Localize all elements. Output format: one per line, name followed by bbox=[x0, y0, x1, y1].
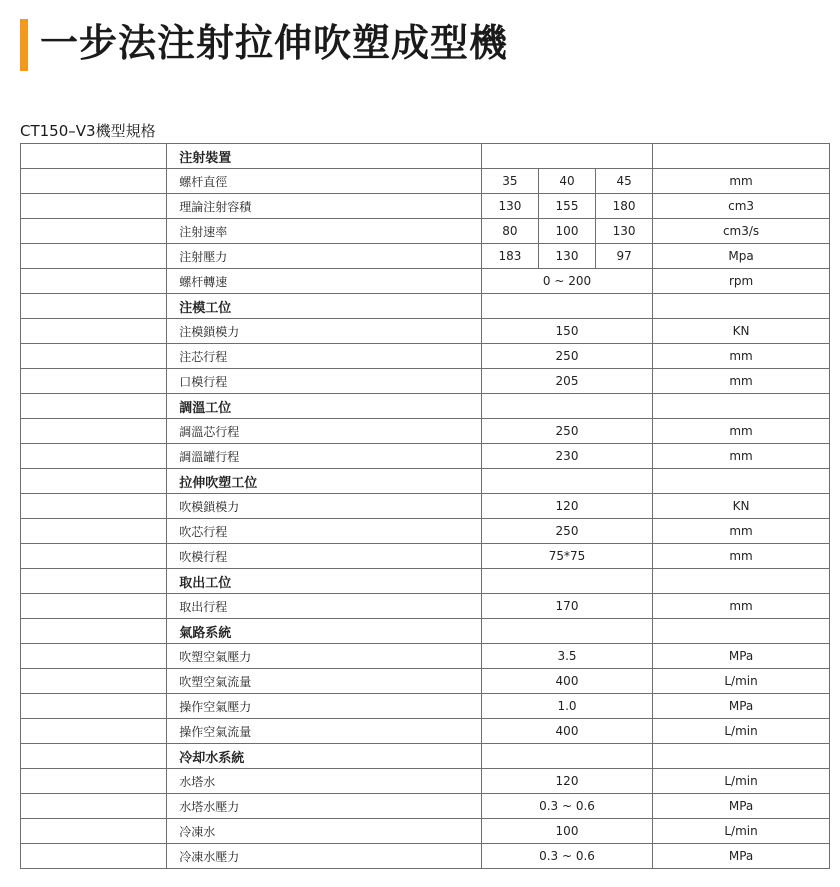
spec-unit: Mpa bbox=[653, 244, 830, 269]
empty-cell bbox=[653, 619, 830, 644]
section-title: 注模工位 bbox=[167, 294, 482, 319]
empty-cell bbox=[481, 294, 652, 319]
spec-row bbox=[21, 169, 830, 194]
spec-value: 130 bbox=[481, 194, 538, 219]
row-margin-cell bbox=[21, 319, 167, 344]
spec-row bbox=[21, 544, 830, 569]
section-header-row bbox=[21, 744, 830, 769]
row-margin-cell bbox=[21, 594, 167, 619]
spec-row bbox=[21, 644, 830, 669]
row-margin-cell bbox=[21, 544, 167, 569]
spec-value: 180 bbox=[596, 194, 653, 219]
spec-unit: MPa bbox=[653, 794, 830, 819]
spec-unit: MPa bbox=[653, 644, 830, 669]
spec-value: 250 bbox=[481, 419, 652, 444]
spec-value: 170 bbox=[481, 594, 652, 619]
spec-value: 205 bbox=[481, 369, 652, 394]
spec-label: 吹塑空氣壓力 bbox=[167, 644, 482, 669]
section-title: 調溫工位 bbox=[167, 394, 482, 419]
spec-value: 130 bbox=[596, 219, 653, 244]
spec-table-body bbox=[21, 144, 830, 869]
spec-label: 水塔水 bbox=[167, 769, 482, 794]
spec-label: 注模鎖模力 bbox=[167, 319, 482, 344]
row-margin-cell bbox=[21, 169, 167, 194]
spec-label: 水塔水壓力 bbox=[167, 794, 482, 819]
spec-row bbox=[21, 769, 830, 794]
spec-value: 155 bbox=[538, 194, 595, 219]
row-margin-cell bbox=[21, 194, 167, 219]
spec-value: 0 ~ 200 bbox=[481, 269, 652, 294]
spec-label: 螺杆轉速 bbox=[167, 269, 482, 294]
spec-unit: mm bbox=[653, 519, 830, 544]
row-margin-cell bbox=[21, 844, 167, 869]
row-margin-cell bbox=[21, 794, 167, 819]
spec-label: 理論注射容積 bbox=[167, 194, 482, 219]
spec-row bbox=[21, 419, 830, 444]
spec-label: 吹模行程 bbox=[167, 544, 482, 569]
spec-value: 80 bbox=[481, 219, 538, 244]
spec-row bbox=[21, 594, 830, 619]
row-margin-cell bbox=[21, 269, 167, 294]
section-header-row bbox=[21, 394, 830, 419]
spec-unit: mm bbox=[653, 369, 830, 394]
spec-row bbox=[21, 244, 830, 269]
row-margin-cell bbox=[21, 569, 167, 594]
spec-label: 注芯行程 bbox=[167, 344, 482, 369]
empty-cell bbox=[481, 469, 652, 494]
section-title: 拉伸吹塑工位 bbox=[167, 469, 482, 494]
empty-cell bbox=[653, 294, 830, 319]
empty-cell bbox=[481, 394, 652, 419]
empty-cell bbox=[653, 144, 830, 169]
row-margin-cell bbox=[21, 469, 167, 494]
spec-value: 150 bbox=[481, 319, 652, 344]
spec-value: 230 bbox=[481, 444, 652, 469]
section-title: 注射裝置 bbox=[167, 144, 482, 169]
spec-row bbox=[21, 319, 830, 344]
spec-unit: mm bbox=[653, 169, 830, 194]
empty-cell bbox=[653, 394, 830, 419]
row-margin-cell bbox=[21, 369, 167, 394]
section-title: 取出工位 bbox=[167, 569, 482, 594]
spec-unit: cm3 bbox=[653, 194, 830, 219]
section-header-row bbox=[21, 569, 830, 594]
spec-label: 吹模鎖模力 bbox=[167, 494, 482, 519]
row-margin-cell bbox=[21, 494, 167, 519]
spec-value: 45 bbox=[596, 169, 653, 194]
spec-value: 120 bbox=[481, 494, 652, 519]
spec-value: 0.3 ~ 0.6 bbox=[481, 844, 652, 869]
section-header-row bbox=[21, 144, 830, 169]
spec-label: 螺杆直徑 bbox=[167, 169, 482, 194]
spec-unit: mm bbox=[653, 544, 830, 569]
spec-value: 400 bbox=[481, 719, 652, 744]
empty-cell bbox=[653, 569, 830, 594]
spec-row bbox=[21, 794, 830, 819]
spec-label: 操作空氣壓力 bbox=[167, 694, 482, 719]
spec-label: 口模行程 bbox=[167, 369, 482, 394]
spec-label: 取出行程 bbox=[167, 594, 482, 619]
row-margin-cell bbox=[21, 219, 167, 244]
empty-cell bbox=[481, 619, 652, 644]
spec-value: 130 bbox=[538, 244, 595, 269]
section-title: 冷却水系統 bbox=[167, 744, 482, 769]
spec-label: 調溫芯行程 bbox=[167, 419, 482, 444]
spec-row bbox=[21, 269, 830, 294]
row-margin-cell bbox=[21, 444, 167, 469]
title-accent-bar bbox=[20, 19, 28, 71]
spec-row bbox=[21, 194, 830, 219]
spec-value: 250 bbox=[481, 519, 652, 544]
spec-row bbox=[21, 219, 830, 244]
row-margin-cell bbox=[21, 244, 167, 269]
section-title: 氣路系統 bbox=[167, 619, 482, 644]
row-margin-cell bbox=[21, 819, 167, 844]
spec-unit: L/min bbox=[653, 769, 830, 794]
row-margin-cell bbox=[21, 669, 167, 694]
row-margin-cell bbox=[21, 394, 167, 419]
spec-value: 250 bbox=[481, 344, 652, 369]
spec-value: 0.3 ~ 0.6 bbox=[481, 794, 652, 819]
spec-label: 吹塑空氣流量 bbox=[167, 669, 482, 694]
spec-unit: mm bbox=[653, 344, 830, 369]
row-margin-cell bbox=[21, 419, 167, 444]
spec-unit: KN bbox=[653, 319, 830, 344]
empty-cell bbox=[481, 144, 652, 169]
row-margin-cell bbox=[21, 769, 167, 794]
row-margin-cell bbox=[21, 744, 167, 769]
spec-unit: KN bbox=[653, 494, 830, 519]
spec-row bbox=[21, 694, 830, 719]
spec-unit: mm bbox=[653, 444, 830, 469]
spec-unit: cm3/s bbox=[653, 219, 830, 244]
row-margin-cell bbox=[21, 519, 167, 544]
spec-value: 183 bbox=[481, 244, 538, 269]
spec-table bbox=[20, 143, 830, 869]
spec-unit: MPa bbox=[653, 844, 830, 869]
spec-value: 35 bbox=[481, 169, 538, 194]
row-margin-cell bbox=[21, 619, 167, 644]
spec-label: 操作空氣流量 bbox=[167, 719, 482, 744]
spec-table-title: CT150–V3機型規格 bbox=[20, 122, 156, 140]
spec-row bbox=[21, 444, 830, 469]
spec-row bbox=[21, 719, 830, 744]
spec-value: 75*75 bbox=[481, 544, 652, 569]
spec-value: 100 bbox=[481, 819, 652, 844]
spec-value: 40 bbox=[538, 169, 595, 194]
spec-row bbox=[21, 494, 830, 519]
spec-row bbox=[21, 819, 830, 844]
spec-unit: mm bbox=[653, 594, 830, 619]
spec-label: 吹芯行程 bbox=[167, 519, 482, 544]
spec-unit: L/min bbox=[653, 669, 830, 694]
spec-row bbox=[21, 669, 830, 694]
spec-unit: L/min bbox=[653, 819, 830, 844]
section-header-row bbox=[21, 469, 830, 494]
spec-unit: rpm bbox=[653, 269, 830, 294]
row-margin-cell bbox=[21, 694, 167, 719]
spec-label: 冷凍水壓力 bbox=[167, 844, 482, 869]
spec-value: 100 bbox=[538, 219, 595, 244]
section-header-row bbox=[21, 294, 830, 319]
spec-row bbox=[21, 519, 830, 544]
empty-cell bbox=[653, 744, 830, 769]
spec-label: 冷凍水 bbox=[167, 819, 482, 844]
spec-value: 97 bbox=[596, 244, 653, 269]
spec-label: 注射速率 bbox=[167, 219, 482, 244]
spec-label: 調溫罐行程 bbox=[167, 444, 482, 469]
row-margin-cell bbox=[21, 719, 167, 744]
spec-unit: L/min bbox=[653, 719, 830, 744]
row-margin-cell bbox=[21, 294, 167, 319]
spec-label: 注射壓力 bbox=[167, 244, 482, 269]
spec-value: 3.5 bbox=[481, 644, 652, 669]
spec-row bbox=[21, 344, 830, 369]
section-header-row bbox=[21, 619, 830, 644]
spec-unit: mm bbox=[653, 419, 830, 444]
row-margin-cell bbox=[21, 344, 167, 369]
spec-value: 120 bbox=[481, 769, 652, 794]
spec-value: 1.0 bbox=[481, 694, 652, 719]
spec-row bbox=[21, 844, 830, 869]
empty-cell bbox=[481, 569, 652, 594]
spec-row bbox=[21, 369, 830, 394]
spec-unit: MPa bbox=[653, 694, 830, 719]
page-title: 一步法注射拉伸吹塑成型機 bbox=[40, 21, 509, 65]
row-margin-cell bbox=[21, 644, 167, 669]
empty-cell bbox=[481, 744, 652, 769]
empty-cell bbox=[653, 469, 830, 494]
row-margin-cell bbox=[21, 144, 167, 169]
spec-value: 400 bbox=[481, 669, 652, 694]
